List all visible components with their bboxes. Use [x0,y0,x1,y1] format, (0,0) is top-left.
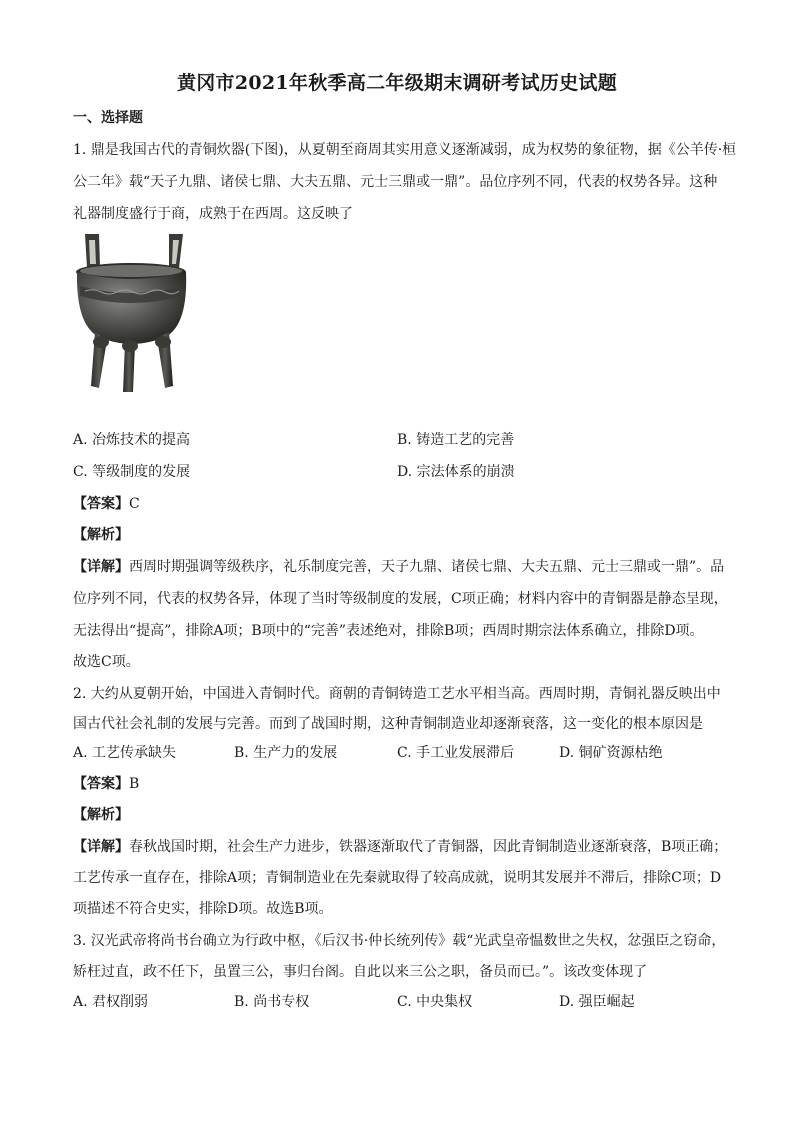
q1-detail-line-1 [73,557,729,577]
q2-detail-line-3: 项描述不符合史实，排除D项。故选B项。 [73,901,333,917]
q1-detail-text-1: 西周时期强调等级秩序，礼乐制度完善，天子九鼎、诸侯七鼎、大夫五鼎、元士三鼎或一鼎”。品 [129,559,725,575]
q2-option-a: A. 工艺传承缺失 [73,745,177,761]
q2-detail-line-1 [73,837,729,857]
q2-option-d: D. 铜矿资源枯绝 [559,745,663,761]
q2-option-c: C. 手工业发展滞后 [397,745,515,761]
q2-detail-line-2: 工艺传承一直存在，排除A项；青铜制造业在先秦就取得了较高成就，说明其发展并不滞后，排除C项；D [73,870,722,886]
q3-stem-line-2: 矫枉过直，政不任下，虽置三公，事归台阁。自此以来三公之职，备员而已。”。该改变体现了 [73,964,648,980]
q1-stem-line-1: 1. 鼎是我国古代的青铜炊器(下图)，从夏朝至商周其实用意义逐渐减弱，成为权势的象征物，据《公羊传·桓 [73,142,737,158]
q1-option-c: C. 等级制度的发展 [73,464,191,480]
q2-analysis-label: 【解析】 [73,807,129,823]
q2-answer-label: 【答案】 [73,776,129,792]
q3-option-b: B. 尚书专权 [234,994,310,1010]
q1-detail-line-3: 无法得出“提高”，排除A项；B项中的“完善”表述绝对，排除B项；西周时期宗法体系确立，排除D项。 [73,623,704,639]
q1-detail-line-4: 故选C项。 [73,654,140,670]
bronze-ding-image [73,228,190,394]
q3-option-c: C. 中央集权 [397,994,473,1010]
q3-option-a: A. 君权削弱 [73,994,149,1010]
q1-analysis-label: 【解析】 [73,527,129,543]
q1-detail-line-2: 位序列不同，代表的权势各异，体现了当时等级制度的发展，C项正确；材料内容中的青铜器是静态呈现， [73,591,728,607]
q2-detail-text-1: 春秋战国时期，社会生产力进步，铁器逐渐取代了青铜器，因此青铜制造业逐渐衰落，B项正确； [129,839,728,855]
q2-answer [73,774,729,794]
q2-option-b: B. 生产力的发展 [234,745,338,761]
q1-answer-label: 【答案】 [73,496,129,512]
q1-stem-line-3: 礼器制度盛行于商，成熟于在西周。这反映了 [73,206,353,222]
exam-title: 黄冈市2021年秋季高二年级期末调研考试历史试题 [176,72,618,94]
q1-option-b: B. 铸造工艺的完善 [397,432,515,448]
q2-stem-line-2: 国古代社会礼制的发展与完善。而到了战国时期，这种青铜制造业却逐渐衰落，这一变化的根本原因是 [73,716,703,732]
q1-option-d: D. 宗法体系的崩溃 [397,464,515,480]
q1-answer [73,494,729,514]
q1-detail-label: 【详解】 [73,559,129,575]
q2-stem-line-1: 2. 大约从夏朝开始，中国进入青铜时代。商朝的青铜铸造工艺水平相当高。西周时期，青铜礼器反映出中 [73,686,721,702]
q1-answer-value: C [129,496,140,512]
q2-answer-value: B [129,776,140,792]
q3-option-d: D. 强臣崛起 [559,994,635,1010]
q2-detail-label: 【详解】 [73,839,129,855]
q3-stem-line-1: 3. 汉光武帝将尚书台确立为行政中枢，《后汉书·仲长统列传》载“光武皇帝愠数世之失权，忿强臣之窃命， [73,933,726,949]
section-heading: 一、选择题 [73,110,143,126]
q1-stem-line-2: 公二年》载“天子九鼎、诸侯七鼎、大夫五鼎、元士三鼎或一鼎”。品位序列不同，代表的权势各异。这种 [73,174,718,190]
q1-option-a: A. 冶炼技术的提高 [73,432,191,448]
